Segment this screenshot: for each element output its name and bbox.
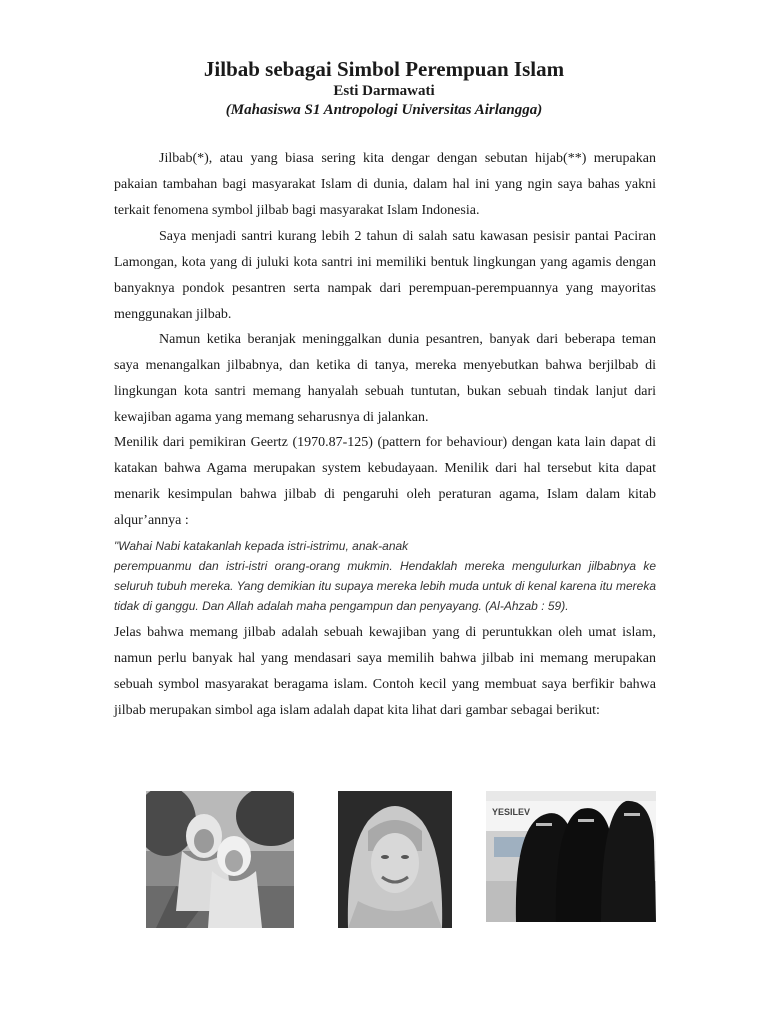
- document-title: Jilbab sebagai Simbol Perempuan Islam: [203, 57, 565, 81]
- author-name: Esti Darmawati: [333, 83, 435, 99]
- paragraph-1: Jilbab(*), atau yang biasa sering kita dengar dengan sebutan hijab(**) merupakan pakaian tambahan bagi masyarakat Islam di dunia, dalam hal ini yang ngin saya bahas yakni terkait fenomena symbol jilbab bagi masyarakat Islam Indonesia.: [114, 151, 656, 218]
- paragraph-4: Menilik dari pemikiran Geertz (1970.87-125) (pattern for behaviour) dengan kata lain dapat di katakan bahwa Agama merupakan system kebudayaan. Menilik dari hal tersebut kita dapat menarik kesimpulan bahwa jilbab di pengaruhi oleh peraturan agama, Islam dalam kitab alqur’annya :: [114, 435, 656, 528]
- photo-women-niqab: [486, 791, 656, 922]
- quote-continuation: perempuanmu dan istri-istri orang-orang mukmin. Hendaklah mereka mengulurkan jilbabnya ke seluruh tubuh mereka. Yang demikian itu supaya mereka lebih muda untuk di kenal karena itu mereka tidak di ganggu. Dan Allah adalah maha pengampun dan penyayang. (Al-Ahzab : 59).: [114, 559, 656, 613]
- author-affiliation: (Mahasiswa S1 Antropologi Universitas Airlangga): [225, 102, 543, 118]
- closing-paragraph: Jelas bahwa memang jilbab adalah sebuah kewajiban yang di peruntukkan oleh umat islam, namun perlu banyak hal yang mendasari saya memilih bahwa jilbab ini memang merupakan sebuah symbol masyarakat beragama islam. Contoh kecil yang membuat saya berfikir bahwa jilbab merupakan simbol aga islam adalah dapat kita lihat dari gambar sebagai berikut:: [114, 625, 656, 718]
- photo-two-girls-jilbab: [146, 791, 294, 928]
- photo-woman-headscarf: [338, 791, 452, 928]
- paragraph-3: Namun ketika beranjak meninggalkan dunia pesantren, banyak dari beberapa teman saya menangalkan jilbabnya, dan ketika di tanya, mereka menyebutkan bahwa berjilbab di lingkungan kota santri memang hanyalah sebuah tuntutan, bukan sebuah tindak lanjut dari kewajiban agama yang memang seharusnya di jalankan.: [114, 332, 656, 425]
- vehicle-sign-text: YESILEV: [492, 807, 531, 817]
- paragraph-2: Saya menjadi santri kurang lebih 2 tahun di salah satu kawasan pesisir pantai Paciran Lamongan, kota yang di juluki kota santri ini memiliki bentuk lingkungan yang agamis dengan banyaknya pondok pesantren serta nampak dari perempuan-perempuannya yang mayoritas menggunakan jilbab.: [114, 229, 656, 322]
- quran-quote: [114, 536, 656, 616]
- quote-first-line: "Wahai Nabi katakanlah kepada istri-istrimu, anak-anak: [114, 539, 409, 553]
